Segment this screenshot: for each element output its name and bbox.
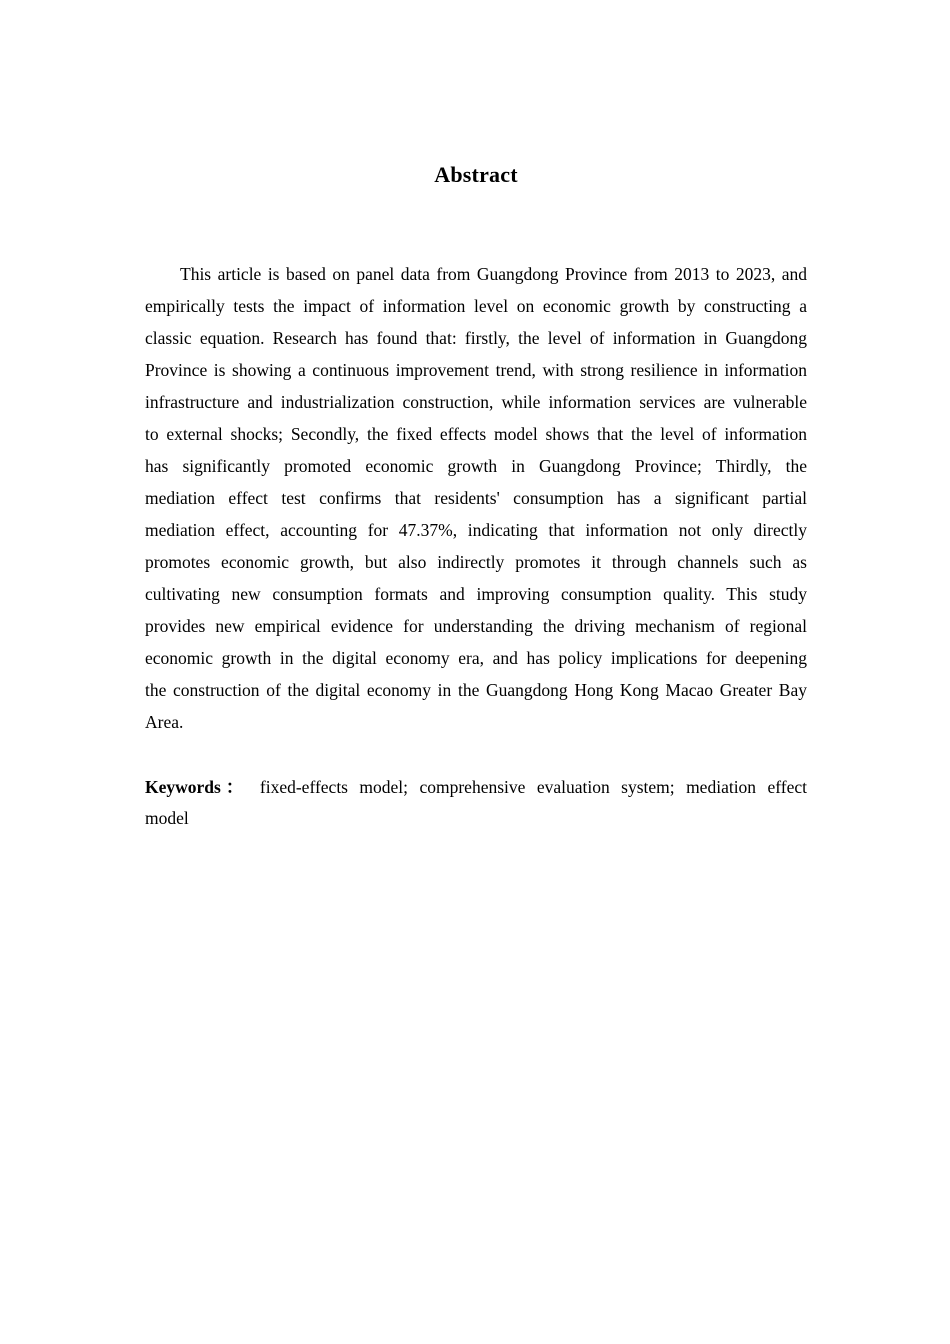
keywords-text: fixed-effects model; comprehensive evaluation system; mediation effect model [145,777,807,828]
keywords-label: Keywords： [145,777,249,797]
abstract-title: Abstract [434,162,518,187]
abstract-paragraph: This article is based on panel data from Guangdong Province from 2013 to 2023, and empirically tests the impact of information level on economic growth by constructing a classic equation. Research has found that: firstly, the level of information in Guangdong Province is showing a continuous improvement trend, with strong resilience in information infrastructure and industrialization construction, while information services are vulnerable to external shocks; Secondly, the fixed effects model shows that the level of information has significantly promoted economic growth in Guangdong Province; Thirdly, the mediation effect test confirms that residents' consumption has a significant partial mediation effect, accounting for 47.37%, indicating that information not only directly promotes economic growth, but also indirectly promotes it through channels such as cultivating new consumption formats and improving consumption quality. This study provides new empirical evidence for understanding the driving mechanism of regional economic growth in the digital economy era, and has policy implications for deepening the construction of the digital economy in the Guangdong Hong Kong Macao Greater Bay Area. [145,264,807,732]
keywords-line [145,772,807,834]
